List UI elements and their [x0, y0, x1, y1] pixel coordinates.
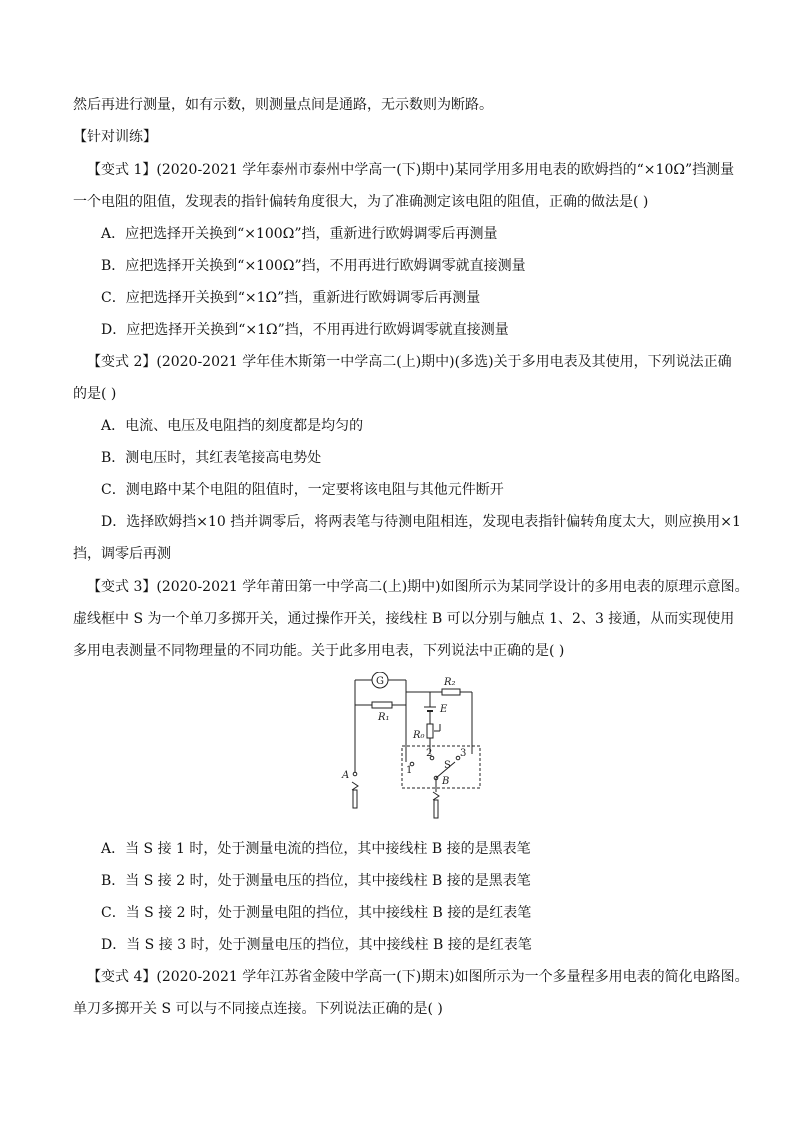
question-1-text: (2020-2021 学年泰州市泰州中学高一(下)期中)某同学用多用电表的欧姆挡的“×10Ω”挡测量: [156, 162, 735, 178]
question-2-text: (2020-2021 学年佳木斯第一中学高二(上)期中)(多选)关于多用电表及其使用，下列说法正确: [156, 354, 732, 370]
q1-option-d: D．应把选择开关换到“×1Ω”挡，不用再进行欧姆调零就直接测量: [101, 322, 509, 338]
question-1-line2: 一个电阻的阻值，发现表的指针偏转角度很大，为了准确测定该电阻的阻值，正确的做法是( ): [73, 194, 649, 210]
probe-b-icon: [434, 800, 438, 818]
intro-text: 然后再进行测量，如有示数，则测量点间是通路，无示数则为断路。: [73, 97, 493, 113]
q3-option-d: D．当 S 接 3 时，处于测量电压的挡位，其中接线柱 B 接的是红表笔: [101, 937, 532, 953]
label-g: G: [376, 676, 384, 687]
question-4-tag: 【变式 4】: [87, 969, 157, 985]
question-4-text: (2020-2021 学年江苏省金陵中学高一(下)期末)如图所示为一个多量程多用电表的简化电路图。: [156, 969, 749, 985]
label-a: A: [342, 770, 350, 781]
question-4-line2: 单刀多掷开关 S 可以与不同接点连接。下列说法正确的是( ): [73, 1001, 443, 1017]
probe-a-connector: [352, 782, 358, 790]
q2-option-c: C．测电路中某个电阻的阻值时，一定要将该电阻与其他元件断开: [101, 482, 504, 498]
question-3-text: (2020-2021 学年莆田第一中学高二(上)期中)如图所示为某同学设计的多用电表的原理示意图。: [156, 579, 749, 595]
question-3-tag: 【变式 3】: [87, 579, 157, 595]
question-1-line1: [87, 160, 734, 180]
probe-b-connector: [433, 792, 439, 800]
q3-option-c: C．当 S 接 2 时，处于测量电阻的挡位，其中接线柱 B 接的是红表笔: [101, 905, 532, 921]
question-2-tag: 【变式 2】: [87, 354, 157, 370]
label-e: E: [440, 704, 448, 715]
label-r2: R₂: [444, 677, 456, 688]
q2-option-d: D．选择欧姆挡×10 挡并调零后，将两表笔与待测电阻相连，发现电表指针偏转角度太大，则应换用×1: [101, 514, 741, 530]
label-r1: R₁: [378, 712, 390, 723]
q1-option-b: B．应把选择开关换到“×100Ω”挡，不用再进行欧姆调零就直接测量: [101, 258, 526, 274]
question-2-line2: 的是( ): [73, 386, 117, 402]
question-3-line3: 多用电表测量不同物理量的不同功能。关于此多用电表，下列说法中正确的是( ): [73, 643, 565, 659]
terminal-a-node: [353, 772, 357, 776]
probe-a-icon: [353, 790, 357, 808]
question-2-line1: [87, 352, 732, 372]
q2-option-d-cont: 挡，调零后再测: [73, 546, 171, 562]
q2-option-a: A．电流、电压及电阻挡的刻度都是均匀的: [101, 418, 364, 434]
resistor-r2-icon: [442, 689, 460, 695]
q1-option-a: A．应把选择开关换到“×100Ω”挡，重新进行欧姆调零后再测量: [101, 226, 498, 242]
rheostat-r0-icon: [427, 724, 433, 738]
label-contact-3: 3: [460, 748, 467, 759]
question-3-line1: [87, 577, 749, 597]
label-contact-1: 1: [406, 765, 413, 776]
q2-option-b: B．测电压时，其红表笔接高电势处: [101, 450, 322, 466]
label-b: B: [442, 776, 450, 787]
question-4-line1: [87, 967, 749, 987]
label-contact-2: 2: [426, 748, 433, 759]
multimeter-circuit-diagram: [340, 672, 490, 822]
section-title: 【针对训练】: [73, 129, 157, 145]
label-s: S: [444, 760, 451, 771]
q3-option-b: B．当 S 接 2 时，处于测量电压的挡位，其中接线柱 B 接的是黑表笔: [101, 873, 531, 889]
q1-option-c: C．应把选择开关换到“×1Ω”挡，重新进行欧姆调零后再测量: [101, 290, 481, 306]
switch-dashed-box: [402, 746, 480, 788]
label-r0: R₀: [413, 730, 425, 741]
q3-option-a: A．当 S 接 1 时，处于测量电流的挡位，其中接线柱 B 接的是黑表笔: [101, 841, 531, 857]
resistor-r1-icon: [372, 702, 392, 708]
question-3-line2: 虚线框中 S 为一个单刀多掷开关，通过操作开关，接线柱 B 可以分别与触点 1、2、3 接通，从而实现使用: [73, 611, 735, 627]
question-1-tag: 【变式 1】: [87, 162, 157, 178]
